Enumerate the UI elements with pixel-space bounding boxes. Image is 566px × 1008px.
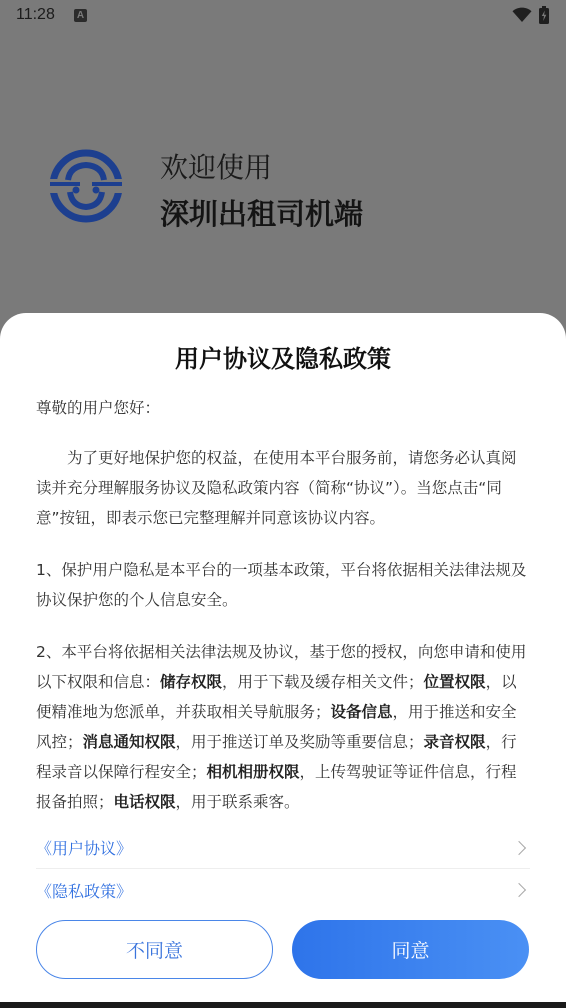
greeting-text: 尊敬的用户您好： (36, 399, 161, 417)
phone-permission-label: 电话权限 (113, 793, 176, 811)
storage-permission-label: 储存权限 (160, 673, 223, 691)
dialog-title: 用户协议及隐私政策 (175, 345, 391, 373)
app-logo-icon (46, 146, 126, 226)
privacy-dialog (0, 313, 566, 1008)
notification-a-icon: A (74, 9, 87, 22)
app-name: 深圳出租司机端 (160, 197, 364, 231)
privacy-policy-link-label[interactable]: 《隐私政策》 (36, 881, 133, 901)
chevron-right-icon (512, 883, 526, 897)
clause-2-text: ，以便精准地为您派单，并获取相关导航服务； (36, 673, 517, 721)
clause-2-text: ，用于推送订单及奖励等重要信息； (175, 733, 424, 751)
disagree-button[interactable]: 不同意 (36, 920, 273, 979)
location-permission-label: 位置权限 (423, 673, 486, 691)
clause-2-text: ，上传驾驶证等证件信息，行程报备拍照； (36, 763, 517, 811)
chevron-right-icon (512, 840, 526, 854)
user-agreement-link-label[interactable]: 《用户协议》 (36, 839, 133, 858)
device-info-label: 设备信息 (330, 703, 393, 721)
battery-icon (539, 6, 549, 24)
agree-button[interactable]: 同意 (292, 920, 529, 979)
user-agreement-link[interactable] (36, 827, 530, 869)
notification-permission-label: 消息通知权限 (82, 733, 176, 751)
status-bar (0, 0, 566, 32)
wifi-icon (512, 7, 532, 23)
clause-2-text: ，行程录音以保障行程安全； (36, 733, 517, 781)
system-nav-bar (0, 1002, 566, 1008)
clause-2-text: 2、本平台将依据相关法律法规及协议，基于您的授权，向您申请和使用以下权限和信息： (36, 643, 527, 691)
clause-2-text: ，用于推送和安全风控； (36, 703, 517, 751)
privacy-policy-link[interactable] (36, 869, 530, 911)
welcome-text: 欢迎使用 (160, 151, 273, 184)
camera-permission-label: 相机相册权限 (206, 763, 300, 781)
dialog-body[interactable] (36, 383, 530, 811)
audio-permission-label: 录音权限 (423, 733, 486, 751)
clause-1-paragraph: 1、保护用户隐私是本平台的一项基本政策，平台将依据相关法律法规及协议保护您的个人信息安全。 (36, 561, 527, 609)
clause-2-text: ，用于下载及缓存相关文件； (222, 673, 424, 691)
clause-2-text: ，用于联系乘客。 (175, 793, 300, 811)
status-time: 11:28 (16, 6, 55, 23)
clause-2-paragraph (36, 637, 530, 811)
intro-paragraph: 为了更好地保护您的权益，在使用本平台服务前，请您务必认真阅读并充分理解服务协议及隐私政策内容（简称“协议”）。当您点击“同意”按钮，即表示您已完整理解并同意该协议内容。 (36, 449, 517, 527)
